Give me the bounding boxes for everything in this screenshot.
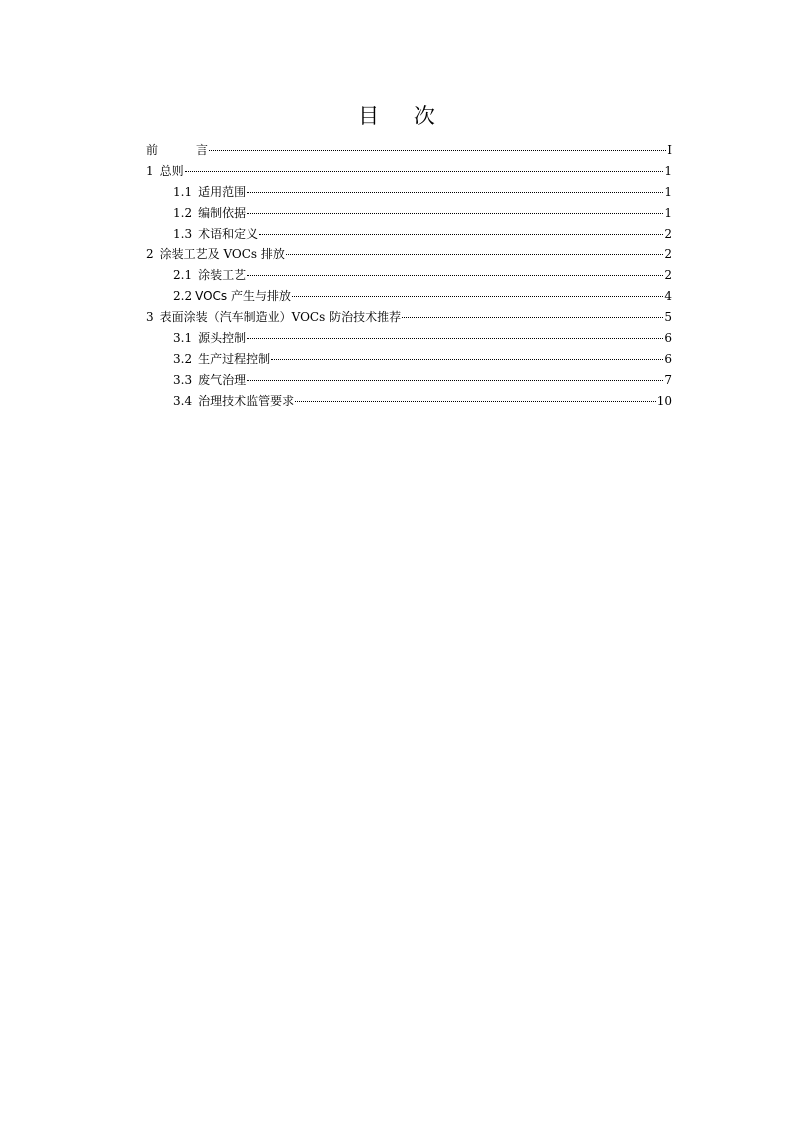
toc-entry-page: 1 (664, 163, 672, 178)
dot-leader (247, 379, 663, 381)
toc-entry-foreword[interactable] (146, 140, 672, 161)
toc-entry-page: I (667, 143, 672, 157)
toc-entry-label: 涂装工艺 (198, 268, 247, 283)
toc-entry[interactable] (146, 244, 672, 265)
toc-entry-page: 10 (656, 393, 672, 408)
dot-leader (259, 233, 663, 235)
dot-leader (271, 358, 663, 360)
toc-entry-number: 2 (146, 247, 154, 262)
toc-entry-label: 表面涂装（汽车制造业）VOCs 防治技术推荐 (159, 310, 402, 325)
toc-entry-number: 2.2 (173, 289, 193, 304)
toc-entry-number: 1.2 (173, 205, 193, 220)
table-of-contents (146, 140, 672, 412)
toc-entry-label: 生产过程控制 (198, 351, 271, 366)
dot-leader (247, 191, 663, 193)
toc-entry-number: 3.1 (173, 331, 193, 346)
toc-entry-number: 3.4 (173, 393, 193, 408)
dot-leader (247, 212, 663, 214)
toc-entry-number: 1.1 (173, 184, 193, 199)
dot-leader (247, 274, 663, 276)
toc-entry-page: 1 (664, 205, 672, 220)
toc-entry[interactable] (146, 265, 672, 286)
dot-leader (286, 253, 663, 255)
toc-entry-number: 3.2 (173, 351, 193, 366)
toc-entry[interactable] (146, 286, 672, 307)
toc-entry[interactable] (146, 182, 672, 203)
dot-leader (292, 295, 663, 297)
toc-entry-number: 3.3 (173, 372, 193, 387)
toc-entry-label: 前 (146, 143, 197, 157)
toc-entry-page: 4 (664, 289, 672, 304)
toc-entry[interactable] (146, 349, 672, 370)
toc-entry-number: 1.3 (173, 226, 193, 241)
toc-entry[interactable] (146, 161, 672, 182)
toc-entry-label: 源头控制 (198, 331, 247, 346)
toc-entry-label: 涂装工艺及 VOCs 排放 (159, 247, 285, 262)
toc-entry-label: 治理技术监管要求 (198, 393, 295, 408)
toc-entry-page: 1 (664, 184, 672, 199)
toc-entry-label: 术语和定义 (198, 226, 259, 241)
toc-entry-page: 2 (664, 268, 672, 283)
toc-entry-page: 5 (664, 310, 672, 325)
dot-leader (209, 149, 666, 151)
toc-entry[interactable] (146, 370, 672, 391)
toc-entry-page: 6 (664, 351, 672, 366)
toc-entry-page: 6 (664, 331, 672, 346)
toc-entry[interactable] (146, 224, 672, 245)
toc-entry-number: 1 (146, 163, 154, 178)
toc-entry-label: 适用范围 (198, 184, 247, 199)
toc-entry-page: 2 (664, 247, 672, 262)
page-title: 目 次 (358, 104, 449, 128)
dot-leader (185, 170, 664, 172)
toc-entry[interactable] (146, 391, 672, 412)
toc-entry[interactable] (146, 203, 672, 224)
dot-leader (402, 316, 663, 318)
toc-entry[interactable] (146, 328, 672, 349)
toc-entry-label: 总则 (159, 163, 184, 178)
dot-leader (247, 337, 663, 339)
toc-entry-label-2: 言 (196, 143, 209, 157)
toc-entry-page: 2 (664, 226, 672, 241)
toc-entry[interactable] (146, 307, 672, 328)
toc-entry-page: 7 (664, 372, 672, 387)
toc-entry-label: VOCs 产生与排放 (195, 289, 291, 304)
dot-leader (295, 400, 656, 402)
toc-entry-label: 废气治理 (198, 372, 247, 387)
toc-entry-label: 编制依据 (198, 205, 247, 220)
toc-entry-number: 2.1 (173, 268, 193, 283)
toc-entry-number: 3 (146, 310, 154, 325)
